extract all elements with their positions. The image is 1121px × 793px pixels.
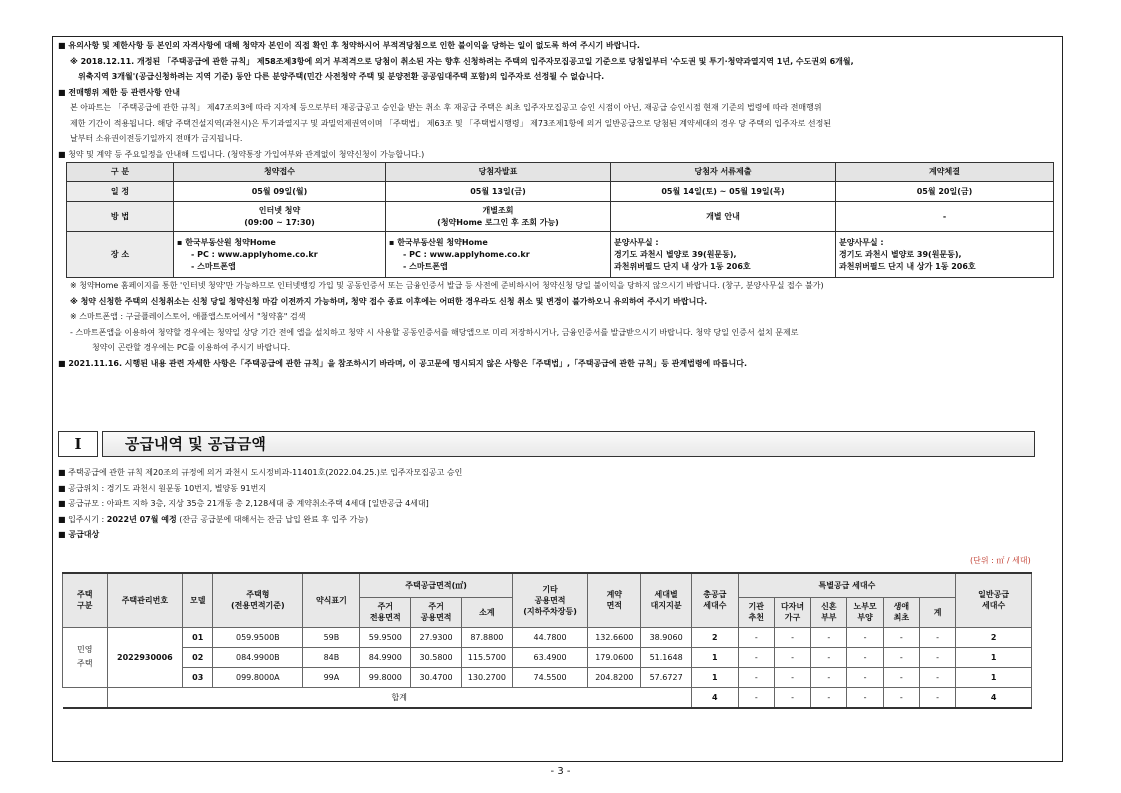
notice-caution: ■ 유의사항 및 제한사항 등 본인의 자격사항에 대해 청약자 본인이 직접 확인 후 청약하시어 부적격당첨으로 인한 불이익을 당하는 일이 없도록 하여 주시기 바랍니다. [58, 41, 640, 50]
housing-cell: 099.8000A [213, 667, 303, 687]
col-special-sub: 신혼 부부 [811, 597, 847, 627]
col-special-sub: 기관 추천 [738, 597, 774, 627]
table-row [63, 627, 1032, 647]
schedule-cell: 05월 13일(금) [386, 182, 611, 202]
common-cell: 30.5800 [411, 647, 462, 667]
col-special-sub: 노부모 부양 [847, 597, 883, 627]
schedule-text: - 스마트폰앱 [191, 261, 236, 271]
schedule-cell [386, 202, 611, 232]
abbr-cell: 99A [303, 667, 360, 687]
schedule-header: 계약체결 [836, 163, 1054, 182]
schedule-cell [174, 202, 386, 232]
note-app-detail-cont: 청약이 곤란할 경우에는 PC를 이용하여 주시기 바랍니다. [92, 343, 291, 352]
schedule-header: 구 분 [67, 163, 174, 182]
special-cell: - [774, 667, 810, 687]
schedule-text: 개별조회 [482, 205, 514, 215]
schedule-text: ▪ 한국부동산원 청약Home [177, 237, 276, 247]
special-cell: - [774, 647, 810, 667]
special-cell: - [919, 627, 955, 647]
special-cell: - [811, 667, 847, 687]
land-cell: 51.1648 [641, 647, 692, 667]
sum-label: 합계 [107, 687, 691, 708]
excl-cell: 99.8000 [360, 667, 411, 687]
special-cell: - [738, 667, 774, 687]
sum-special: - [774, 687, 810, 708]
note-cancel: ※ 청약 신청한 주택의 신청취소는 신청 당일 청약신청 마감 이전까지 가능하며, 청약 접수 종료 이후에는 어떠한 경우라도 신청 취소 및 변경이 불가하오니 유의하여 주시기 바랍니다. [70, 296, 708, 306]
col-abbr: 약식표기 [303, 573, 360, 627]
contract-cell: 204.8200 [588, 667, 641, 687]
schedule-row-date [67, 182, 1054, 202]
schedule-cell [611, 232, 836, 278]
contract-cell: 179.0600 [588, 647, 641, 667]
supply-move-in [58, 512, 1058, 528]
schedule-row-place [67, 232, 1054, 278]
schedule-text: 인터넷 청약 [258, 205, 301, 215]
section-header [58, 431, 1035, 459]
notice-schedule-intro: ■ 청약 및 계약 등 주요일정을 안내해 드립니다. (청약통장 가입여부와 관계없이 청약신청이 가능합니다.) [58, 149, 425, 159]
notice-rule-2018-cont: 위축지역 3개월'(공급신청하려는 지역 기준) 동안 다른 분양주택(민간 사전청약 주택 및 분양전환 공공임대주택 포함)의 입주자로 선정될 수 없습니다. [78, 72, 605, 81]
col-special-sub: 계 [919, 597, 955, 627]
move-in-date: 2022년 07월 예정 [106, 514, 177, 524]
supply-target: ■ 공급대상 [58, 530, 100, 539]
sum-special: - [883, 687, 919, 708]
special-cell: - [738, 627, 774, 647]
schedule-text: 과천위버필드 단지 내 상가 1동 206호 [839, 261, 976, 271]
col-other-common: 기타 공용면적 (지하주차장등) [512, 573, 588, 627]
schedule-header: 청약접수 [174, 163, 386, 182]
land-cell: 57.6727 [641, 667, 692, 687]
supply-info [58, 465, 1058, 543]
col-land-share: 세대별 대지지분 [641, 573, 692, 627]
schedule-text: - PC : www.applyhome.co.kr [191, 249, 318, 259]
col-total-supply: 총공급 세대수 [692, 573, 739, 627]
special-cell: - [847, 627, 883, 647]
schedule-label: 방 법 [67, 202, 174, 232]
notice-resale-heading: ■ 전매행위 제한 등 관련사항 안내 [58, 87, 180, 97]
mgmt-no-cell: 2022930006 [107, 627, 183, 687]
schedule-text: - 스마트폰앱 [403, 261, 448, 271]
schedule-text: 분양사무실 : [614, 237, 659, 247]
schedule-cell: 개별 안내 [611, 202, 836, 232]
other-cell: 44.7800 [512, 627, 588, 647]
contract-cell: 132.6600 [588, 627, 641, 647]
col-common-area: 주거 공용면적 [411, 597, 462, 627]
schedule-cell: 05월 20일(금) [836, 182, 1054, 202]
col-housing-type: 주택형 (전용면적기준) [213, 573, 303, 627]
common-cell: 30.4700 [411, 667, 462, 687]
supply-scale: ■ 공급규모 : 아파트 지하 3층, 지상 35층 21개동 총 2,128세대 중 계약취소주택 4세대 [일반공급 4세대] [58, 499, 429, 508]
special-cell: - [847, 667, 883, 687]
sub-cell: 87.8800 [461, 627, 512, 647]
schedule-text: (09:00 ~ 17:30) [244, 217, 315, 227]
col-subtotal: 소계 [461, 597, 512, 627]
other-cell: 63.4900 [512, 647, 588, 667]
other-cell: 74.5500 [512, 667, 588, 687]
schedule-header: 당첨자 서류제출 [611, 163, 836, 182]
excl-cell: 84.9900 [360, 647, 411, 667]
common-cell: 27.9300 [411, 627, 462, 647]
schedule-cell [836, 232, 1054, 278]
special-cell: - [919, 667, 955, 687]
notice-resale-1: 본 아파트는 「주택공급에 관한 규칙」 제47조의3에 따라 지자체 등으로부터 재공급공고 승인을 받는 취소 후 재공급 주택은 최초 입주자모집공고 승인 시점이 아닌, 재공급 승인시점 현재 기준의 법령에 따라 전매행위 [70, 103, 822, 112]
unit-label: (단위 : ㎡ / 세대) [970, 556, 1031, 565]
sum-general: 4 [956, 687, 1032, 708]
general-cell: 1 [956, 667, 1032, 687]
col-model: 모델 [183, 573, 213, 627]
schedule-header: 당첨자발표 [386, 163, 611, 182]
col-general-supply: 일반공급 세대수 [956, 573, 1032, 627]
special-cell: - [811, 627, 847, 647]
total-cell: 2 [692, 627, 739, 647]
special-cell: - [738, 647, 774, 667]
abbr-cell: 59B [303, 627, 360, 647]
excl-cell: 59.9500 [360, 627, 411, 647]
schedule-row-method [67, 202, 1054, 232]
notice-rule-2018: ※ 2018.12.11. 개정된 「주택공급에 관한 규칙」 제58조제3항에 의거 부적격으로 당첨이 취소된 자는 향후 신청하려는 주택의 입주자모집공고일 기준으로 당첨일부터 '수도권 및 투기·청약과열지역 1년, 수도권외 6개월, [70, 56, 854, 66]
sum-empty [63, 687, 108, 708]
housing-cell: 084.9900B [213, 647, 303, 667]
special-cell: - [883, 647, 919, 667]
housing-cell: 059.9500B [213, 627, 303, 647]
notice-resale-3: 날부터 소유권이전등기일까지 전매가 금지됩니다. [70, 134, 243, 143]
schedule-cell: 05월 14일(토) ~ 05월 19일(목) [611, 182, 836, 202]
col-mgmt-no: 주택관리번호 [107, 573, 183, 627]
supply-location: ■ 공급위치 : 경기도 과천시 원문동 10번지, 별양동 91번지 [58, 483, 267, 493]
schedule-cell [386, 232, 611, 278]
schedule-label: 장 소 [67, 232, 174, 278]
col-supply-area: 주택공급면적(㎡) [360, 573, 512, 597]
sum-special: - [738, 687, 774, 708]
sum-special: - [919, 687, 955, 708]
supply-table [62, 572, 1032, 709]
schedule-text: 분양사무실 : [839, 237, 884, 247]
special-cell: - [847, 647, 883, 667]
special-cell: - [883, 627, 919, 647]
page-number: - 3 - [550, 766, 571, 777]
schedule-table [66, 162, 1054, 278]
abbr-cell: 84B [303, 647, 360, 667]
schedule-text: 경기도 과천시 별양로 39(원문동), [614, 249, 737, 259]
land-cell: 38.9060 [641, 627, 692, 647]
col-contract-area: 계약 면적 [588, 573, 641, 627]
type-cell: 민영 주택 [63, 627, 108, 687]
schedule-cell: 05월 09일(월) [174, 182, 386, 202]
schedule-text: (청약Home 로그인 후 조회 가능) [437, 217, 559, 227]
section-title: 공급내역 및 공급금액 [102, 431, 1035, 457]
col-exclusive-area: 주거 전용면적 [360, 597, 411, 627]
note-law: ■ 2021.11.16. 시행된 내용 관련 자세한 사항은「주택공급에 관한 규칙」을 참조하시기 바라며, 이 공고문에 명시되지 않은 사항은「주택법」,「주택공급에 관한 규칙」등 관계법령에 따릅니다. [58, 358, 748, 368]
schedule-text: - PC : www.applyhome.co.kr [403, 249, 530, 259]
schedule-header-row [67, 163, 1054, 182]
table-row [63, 647, 1032, 667]
move-in-label: ■ 입주시기 : [58, 514, 107, 524]
note-internet-only: ※ 청약Home 홈페이지를 통한 '인터넷 청약'만 가능하므로 인터넷뱅킹 가입 및 공동인증서 또는 금융인증서 발급 등 사전에 준비하시어 청약신청 당일 불이익을 당하지 않으시기 바랍니다. (창구, 분양사무실 접수 불가) [70, 281, 824, 290]
schedule-text: 경기도 과천시 별양로 39(원문동), [839, 249, 962, 259]
general-cell: 1 [956, 647, 1032, 667]
total-cell: 1 [692, 647, 739, 667]
general-cell: 2 [956, 627, 1032, 647]
schedule-cell [174, 232, 386, 278]
sum-special: - [847, 687, 883, 708]
col-special-sub: 생애 최초 [883, 597, 919, 627]
special-cell: - [883, 667, 919, 687]
note-app: ※ 스마트폰앱 : 구글플레이스토어, 애플앱스토어에서 "청약홈" 검색 [70, 312, 306, 321]
move-in-note: (잔금 공급분에 대해서는 잔금 납입 완료 후 입주 가능) [176, 514, 369, 524]
col-type: 주택 구분 [63, 573, 108, 627]
table-row [63, 667, 1032, 687]
sum-special: - [811, 687, 847, 708]
sum-total: 4 [692, 687, 739, 708]
schedule-cell: - [836, 202, 1054, 232]
schedule-text: ▪ 한국부동산원 청약Home [389, 237, 488, 247]
table-sum-row [63, 687, 1032, 708]
model-cell: 02 [183, 647, 213, 667]
sub-cell: 130.2700 [461, 667, 512, 687]
total-cell: 1 [692, 667, 739, 687]
col-special-sub: 다자녀 가구 [774, 597, 810, 627]
schedule-text: 과천위버필드 단지 내 상가 1동 206호 [614, 261, 751, 271]
notice-resale-2: 제한 기간이 적용됩니다. 해당 주택건설지역(과천시)은 투기과열지구 및 과밀억제권역이며 「주택법」 제63조 및 「주택법시행령」 제73조제1항에 의거 일반공급으로 당첨된 계약세대의 경우 당 주택의 입주자로 선정된 [70, 118, 832, 128]
supply-approval: ■ 주택공급에 관한 규칙 제20조의 규정에 의거 과천시 도시정비과-11401호(2022.04.25.)로 입주자모집공고 승인 [58, 468, 463, 477]
notice-block [58, 38, 1058, 371]
note-app-detail: - 스마트폰앱을 이용하여 청약할 경우에는 청약일 상당 기간 전에 앱을 설치하고 청약 시 사용할 공동인증서를 해당앱으로 미리 저장하시거나, 금융인증서를 발급받으시기 바랍니다. 청약 당일 인증서 설치 문제로 [70, 327, 799, 337]
schedule-label: 일 정 [67, 182, 174, 202]
col-special-supply: 특별공급 세대수 [738, 573, 956, 597]
special-cell: - [919, 647, 955, 667]
section-number: I [58, 431, 98, 457]
sub-cell: 115.5700 [461, 647, 512, 667]
model-cell: 03 [183, 667, 213, 687]
special-cell: - [811, 647, 847, 667]
model-cell: 01 [183, 627, 213, 647]
special-cell: - [774, 627, 810, 647]
